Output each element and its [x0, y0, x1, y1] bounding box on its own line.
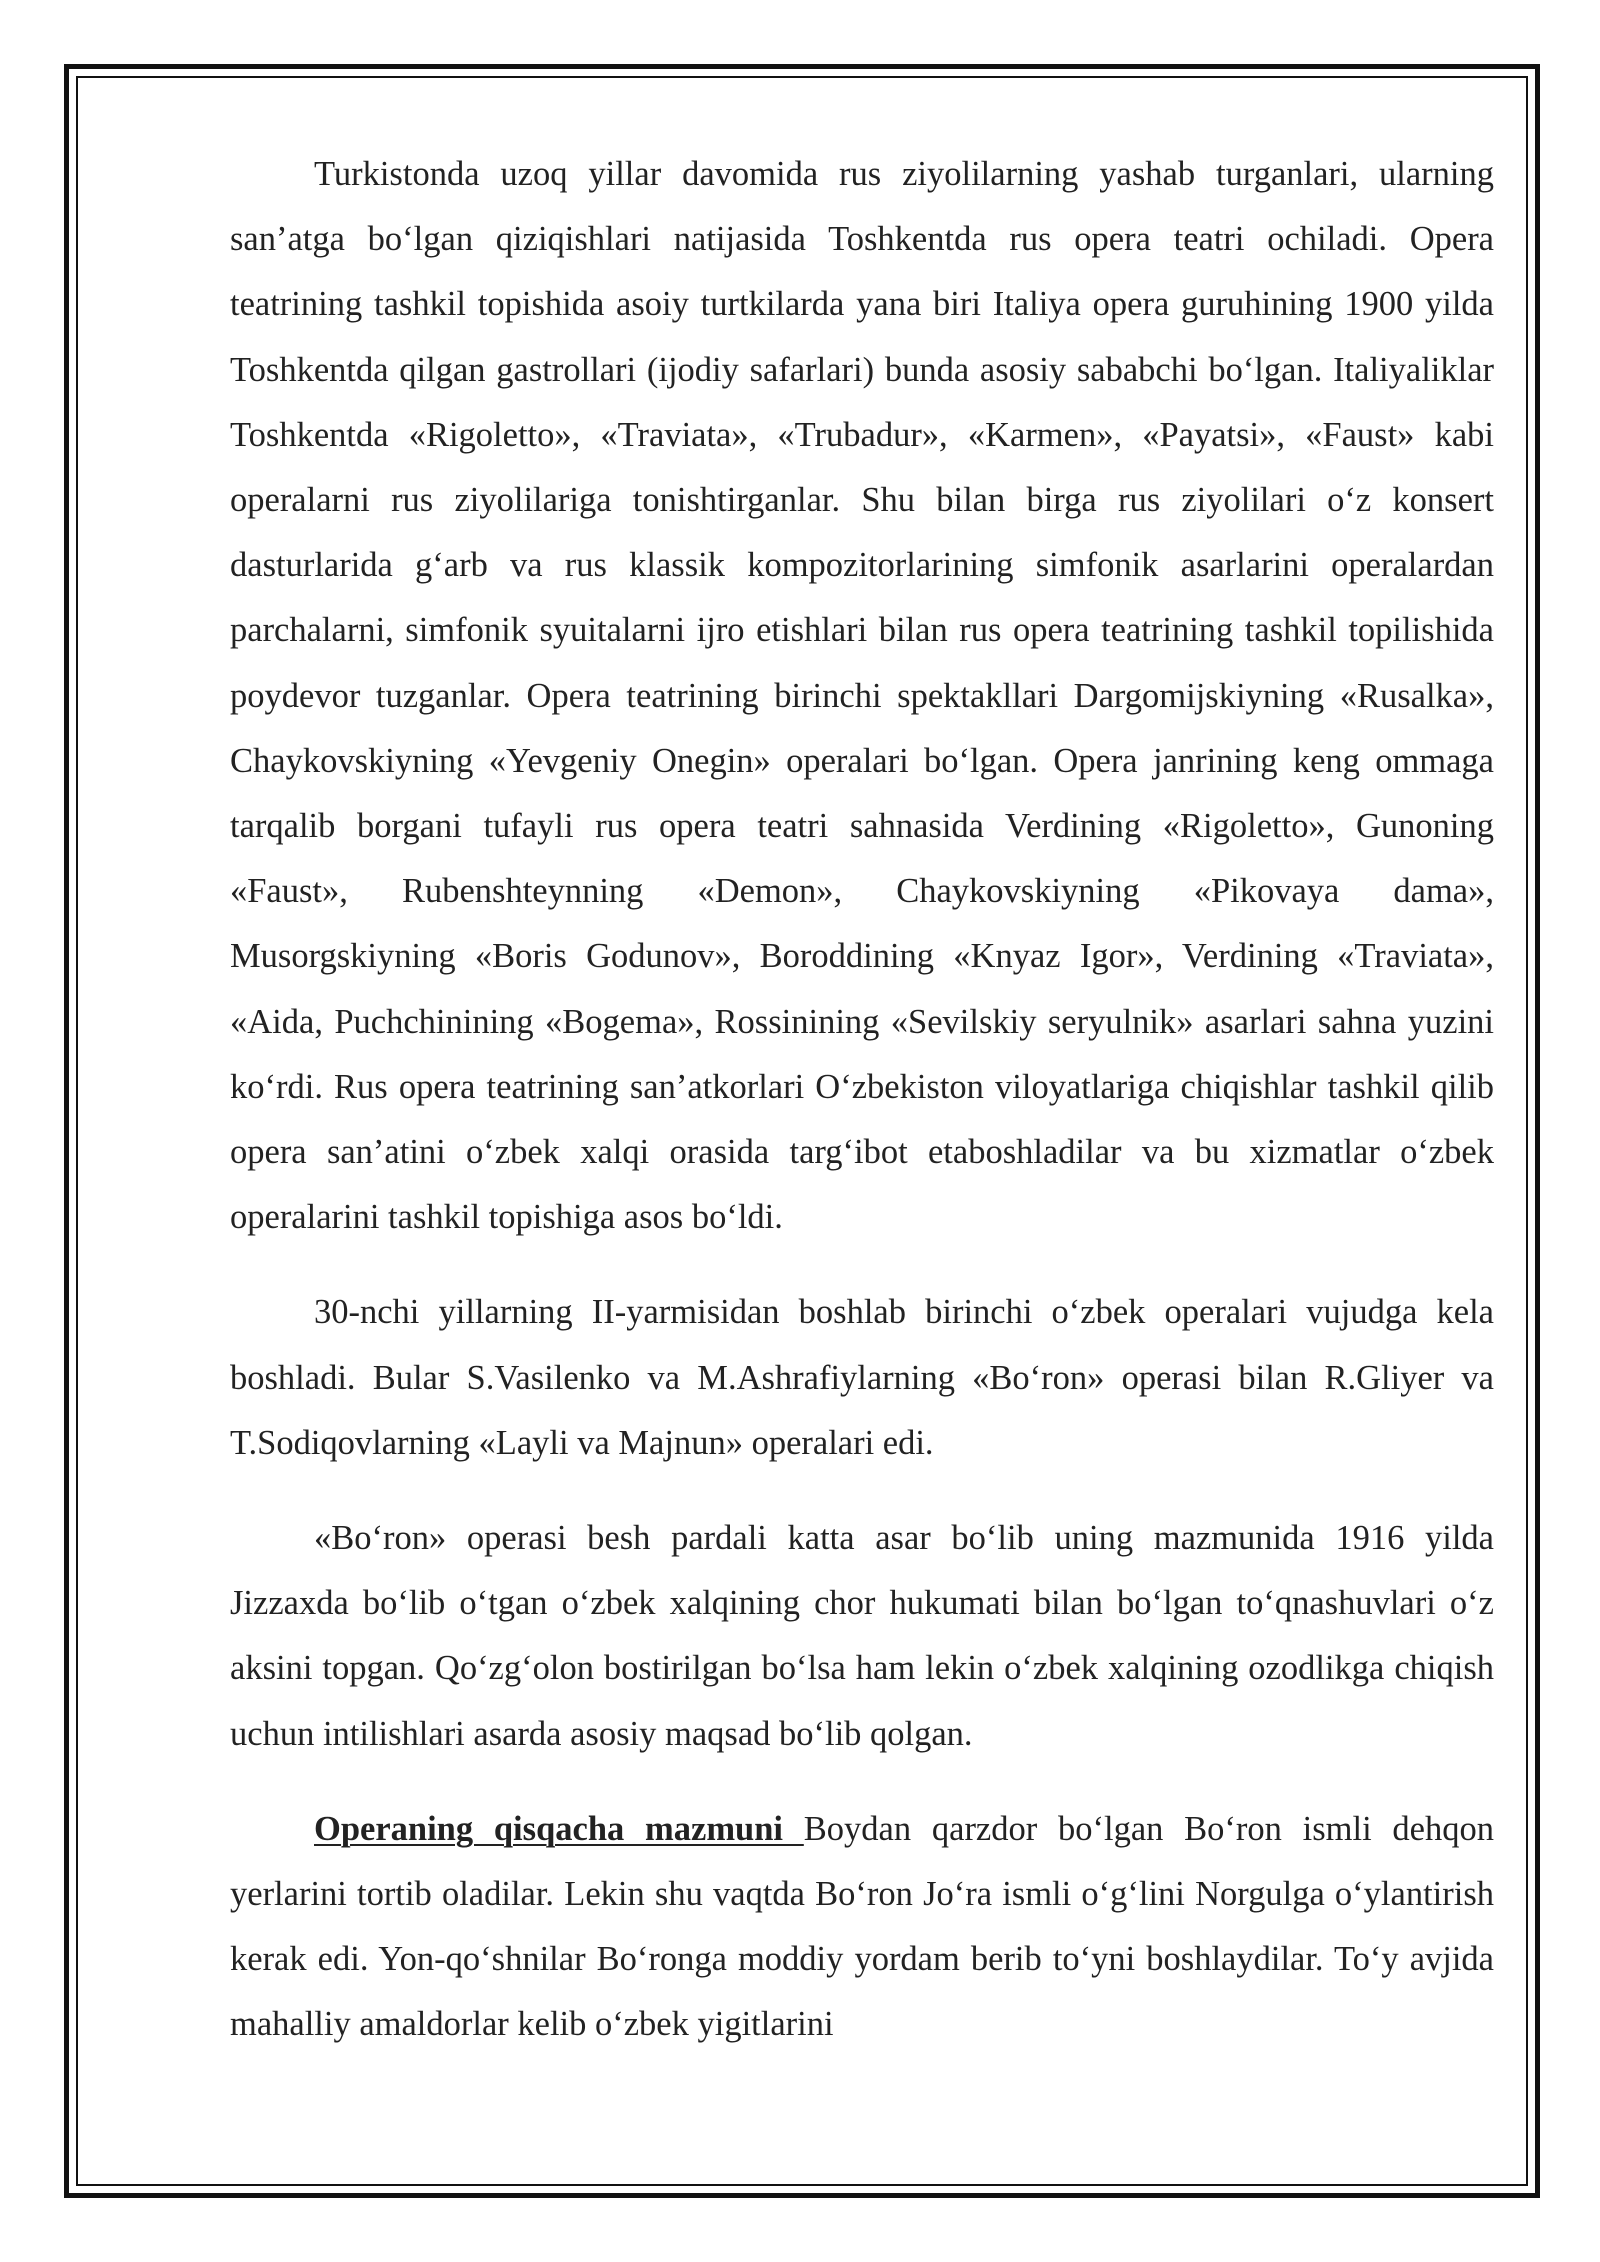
paragraph-text: Boydan qarzdor bo‘lgan Bo‘ron ismli dehqon yerlarini tortib oladilar. Lekin shu vaqtda Bo‘ron Jo‘ra ismli o‘g‘lini Norgulga o‘ylantirish kerak edi. Yon-qo‘shnilar Bo‘ronga moddiy yordam berib to‘yni boshlaydilar. To‘y avjida mahalliy amaldorlar kelib o‘zbek yigitlarini	[230, 1809, 1494, 2044]
paragraph-boron-opera	[230, 1506, 1494, 1767]
paragraph-text: «Bo‘ron» operasi besh pardali katta asar bo‘lib uning mazmunida 1916 yilda Jizzaxda bo‘lib o‘tgan o‘zbek xalqining chor hukumati bilan bo‘lgan to‘qnashuvlari o‘z aksini topgan. Qo‘zg‘olon bostirilgan bo‘lsa ham lekin o‘zbek xalqining ozodlikga chiqish uchun intilishlari asarda asosiy maqsad bo‘lib qolgan.	[230, 1519, 1494, 1753]
paragraph-russian-opera-history	[230, 142, 1494, 1250]
document-body	[230, 142, 1494, 2058]
paragraph-first-uzbek-operas	[230, 1280, 1494, 1476]
paragraph-opera-summary	[230, 1797, 1494, 2058]
paragraph-text: 30-nchi yillarning II-yarmisidan boshlab birinchi o‘zbek operalari vujudga kela boshladi. Bular S.Vasilenko va M.Ashrafiylarning «Bo‘ron» operasi bilan R.Gliyer va T.Sodiqovlarning «Layli va Majnun» operalari edi.	[230, 1293, 1494, 1462]
paragraph-text: Turkistonda uzoq yillar davomida rus ziyolilarning yashab turganlari, ularning san’atga bo‘lgan qiziqishlari natijasida Toshkentda rus opera teatri ochiladi. Opera teatrining tashkil topishida asoiy turtkilarda yana biri Italiya opera guruhining 1900 yilda Toshkentda qilgan gastrollari (ijodiy safarlari) bunda asosiy sababchi bo‘lgan. Italiyaliklar Toshkentda «Rigoletto», «Traviata», «Trubadur», «Karmen», «Payatsi», «Faust» kabi operalarni rus ziyolilariga tonishtirganlar. Shu bilan birga rus ziyolilari o‘z konsert dasturlarida g‘arb va rus klassik kompozitorlarining simfonik asarlarini operalardan parchalarni, simfonik syuitalarni ijro etishlari bilan rus opera teatrining tashkil topilishida poydevor tuzganlar. Opera teatrining birinchi spektakllari Dargomijskiyning «Rusalka», Chaykovskiyning «Yevgeniy Onegin» operalari bo‘lgan. Opera janrining keng ommaga tarqalib borgani tufayli rus opera teatri sahnasida Verdining «Rigoletto», Gunoning «Faust», Rubenshteynning «Demon», Chaykovskiyning «Pikovaya dama», Musorgskiyning «Boris Godunov», Boroddining «Knyaz Igor», Verdining «Traviata», «Aida, Puchchinining «Bogema», Rossinining «Sevilskiy seryulnik» asarlari sahna yuzini ko‘rdi. Rus opera teatrining san’atkorlari O‘zbekiston viloyatlariga chiqishlar tashkil qilib opera san’atini o‘zbek xalqi orasida targ‘ibot etaboshladilar va bu xizmatlar o‘zbek operalarini tashkil topishiga asos bo‘ldi.	[230, 155, 1494, 1237]
section-heading: Operaning qisqacha mazmuni	[314, 1809, 804, 1848]
